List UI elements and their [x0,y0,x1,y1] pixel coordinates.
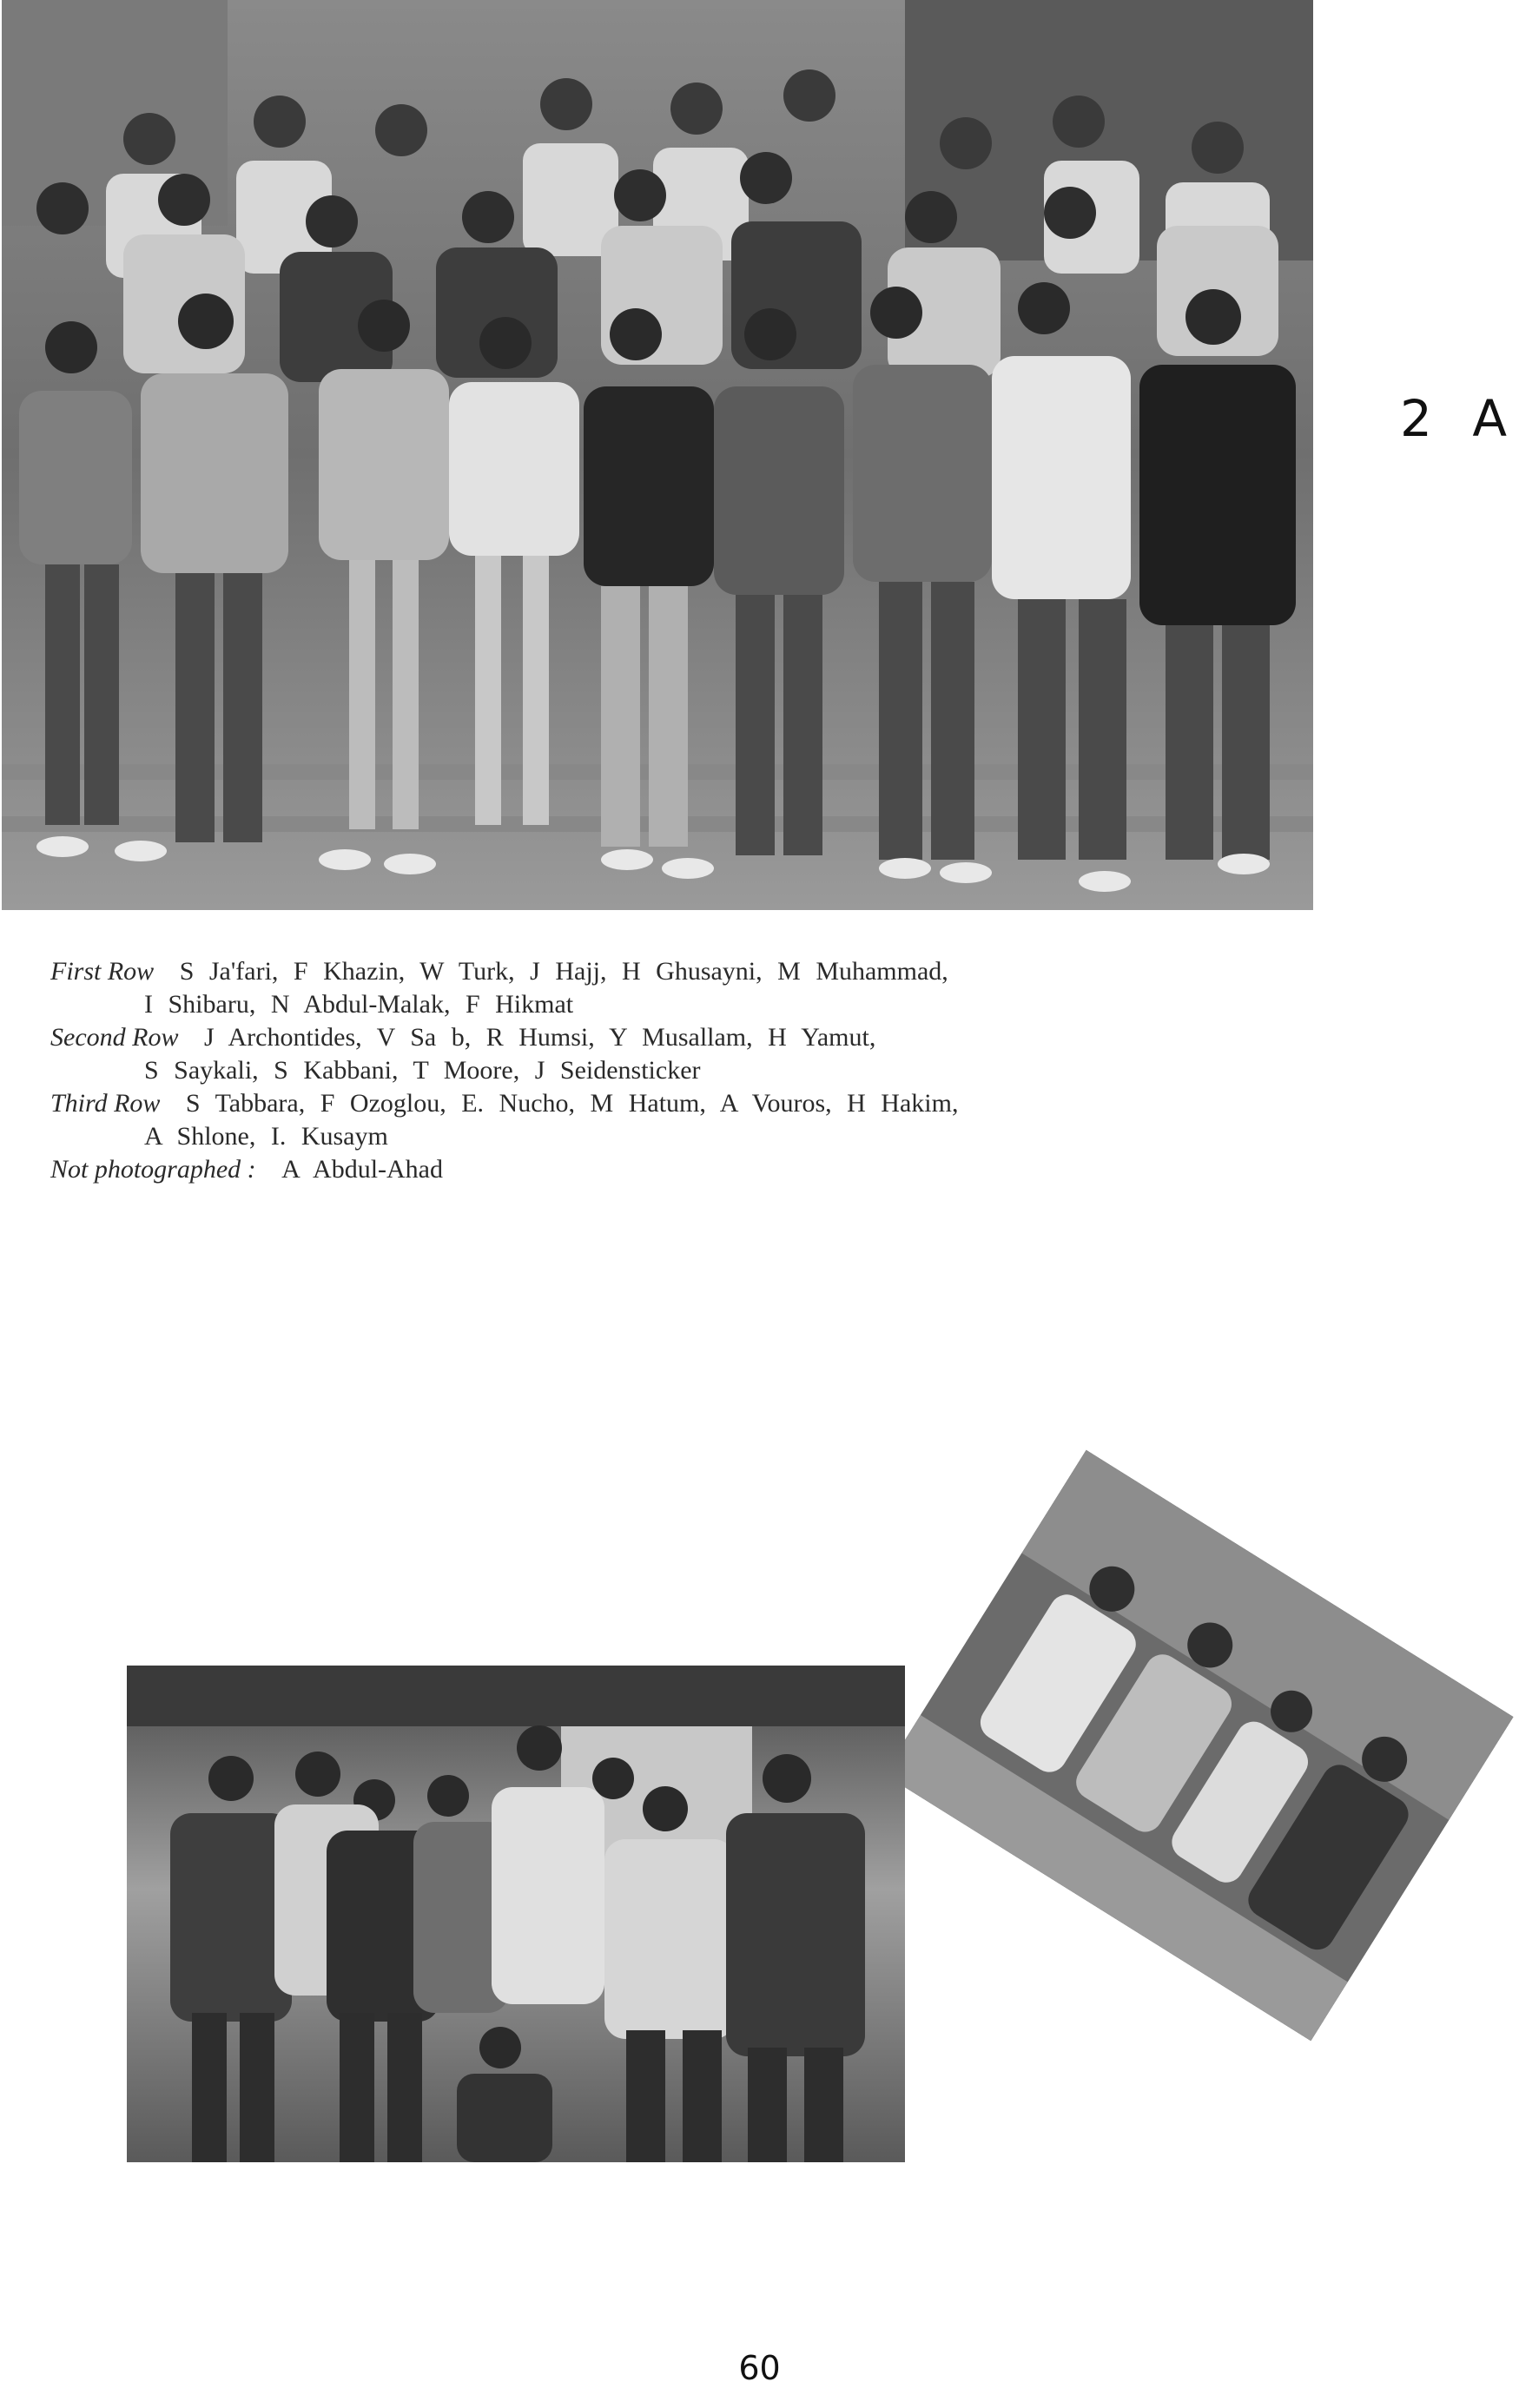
small-group-photo [127,1666,905,2162]
tilted-snapshot-photo [883,1450,1513,2041]
first-row-label: First Row [50,957,155,986]
second-row-names-line2: S Saykali, S Kabbani, T Moore, J Seidensticker [144,1056,701,1085]
small-group-photo-image [127,1666,905,2162]
second-row-names-line1: J Archontides, V Sa b, R Humsi, Y Musallam, H Yamut, [203,1023,876,1052]
third-row-label: Third Row [50,1089,161,1118]
section-title: 2 A [1400,389,1519,448]
class-photo-image [2,0,1313,910]
first-row-names-line2: I Shibaru, N Abdul-Malak, F Hikmat [144,990,574,1019]
caption-second-row [50,1021,1310,1087]
class-group-photo [2,0,1313,910]
page-number: 60 [738,2349,781,2387]
first-row-names-line1: S Ja'fari, F Khazin, W Turk, J Hajj, H Ghusayni, M Muhammad, [179,957,948,986]
caption-not-photographed [50,1153,1310,1186]
photo-caption [50,955,1310,1186]
tilted-snapshot-image [883,1450,1513,2041]
not-photographed-names: A Abdul-Ahad [281,1155,443,1184]
caption-third-row [50,1087,1310,1153]
tilted-snapshot-frame [895,1415,1494,2075]
caption-first-row [50,955,1310,1021]
not-photographed-label: Not photographed : [50,1155,256,1184]
third-row-names-line2: A Shlone, I. Kusaym [144,1122,388,1151]
third-row-names-line1: S Tabbara, F Ozoglou, E. Nucho, M Hatum, A Vouros, H Hakim, [185,1089,959,1118]
second-row-label: Second Row [50,1023,179,1052]
